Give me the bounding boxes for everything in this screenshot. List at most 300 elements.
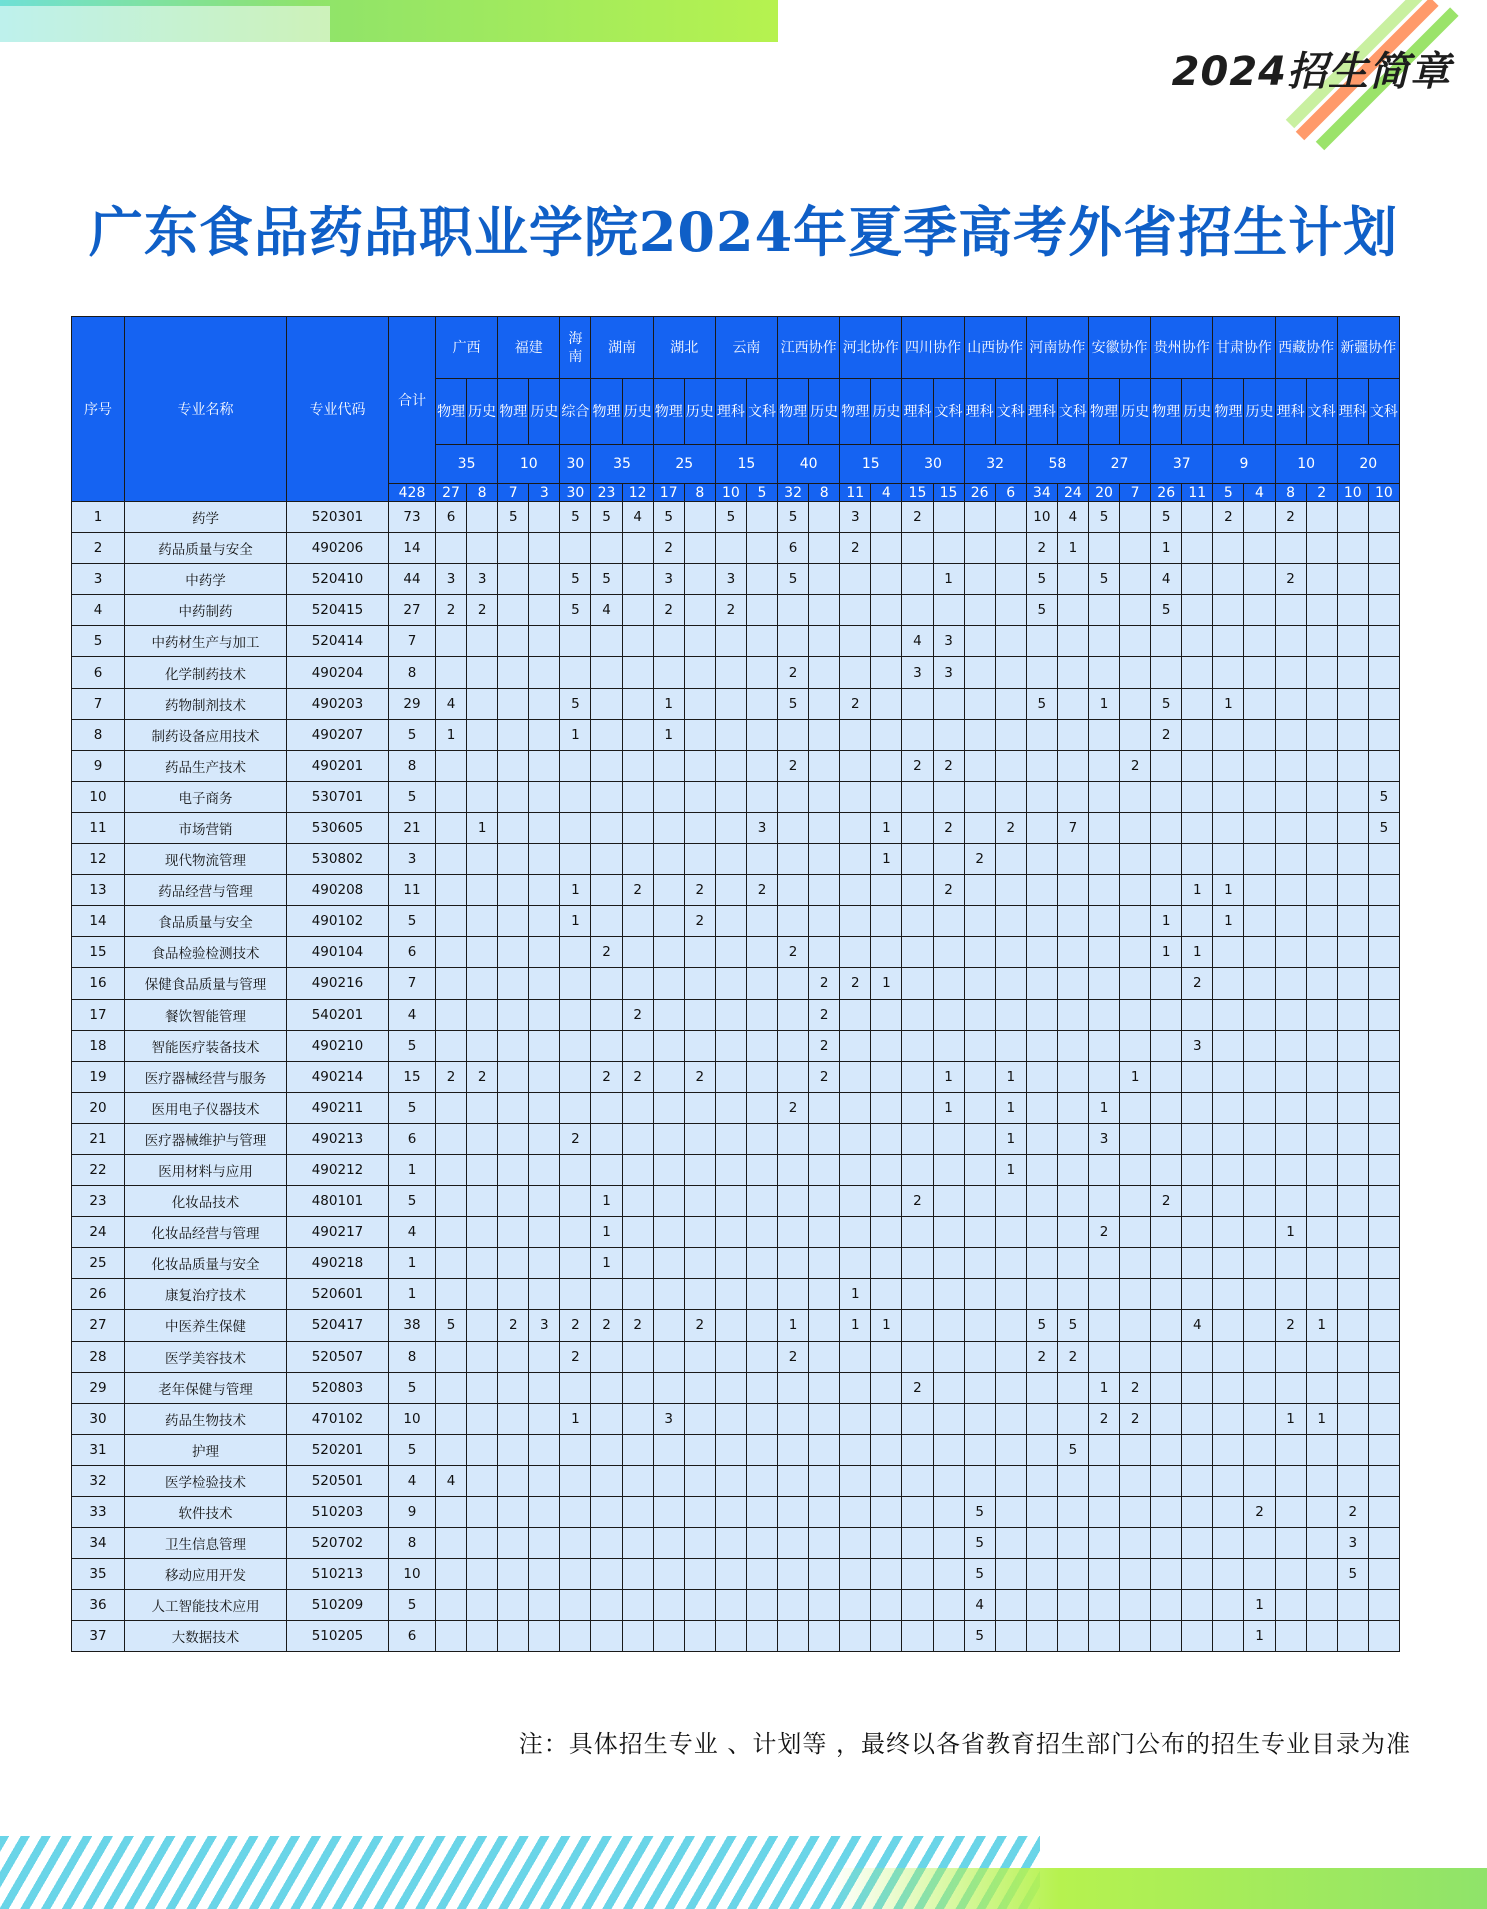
row-total: 8 [389, 657, 436, 688]
row-quota-cell: 1 [1057, 533, 1088, 564]
row-quota-cell: 2 [933, 750, 964, 781]
row-quota-cell [1057, 968, 1088, 999]
row-quota-cell [622, 1528, 653, 1559]
row-quota-cell [467, 937, 498, 968]
row-total: 73 [389, 502, 436, 533]
row-major-name: 移动应用开发 [125, 1559, 287, 1590]
row-quota-cell [1337, 999, 1368, 1030]
row-major-name: 护理 [125, 1434, 287, 1465]
row-quota-cell [1368, 1310, 1399, 1341]
row-total: 10 [389, 1403, 436, 1434]
row-quota-cell [560, 657, 591, 688]
row-quota-cell [529, 1559, 560, 1590]
table-row [72, 1559, 1400, 1590]
row-major-code: 510209 [287, 1590, 389, 1621]
row-quota-cell: 2 [809, 1061, 840, 1092]
row-quota-cell [1120, 1217, 1151, 1248]
row-quota-cell [1026, 1030, 1057, 1061]
row-quota-cell [840, 781, 871, 812]
row-quota-cell [964, 781, 995, 812]
row-quota-cell [1337, 1123, 1368, 1154]
row-quota-cell [1337, 533, 1368, 564]
row-quota-cell: 1 [560, 1403, 591, 1434]
row-quota-cell [809, 1590, 840, 1621]
row-quota-cell [1088, 1154, 1119, 1185]
row-quota-cell [436, 812, 467, 843]
row-quota-cell [1306, 502, 1337, 533]
table-row [72, 1186, 1400, 1217]
row-quota-cell [1368, 906, 1399, 937]
row-quota-cell [1026, 1497, 1057, 1528]
row-quota-cell [1120, 1092, 1151, 1123]
row-quota-cell [529, 719, 560, 750]
row-quota-cell [1088, 1310, 1119, 1341]
row-quota-cell: 2 [902, 750, 933, 781]
header-subject: 历史 [1120, 379, 1151, 445]
header-subject-sum: 10 [1337, 484, 1368, 502]
row-quota-cell [964, 1030, 995, 1061]
row-quota-cell: 2 [778, 937, 809, 968]
row-quota-cell [840, 1030, 871, 1061]
row-total: 38 [389, 1310, 436, 1341]
row-quota-cell [1026, 750, 1057, 781]
row-quota-cell [1275, 719, 1306, 750]
row-quota-cell [1182, 1497, 1213, 1528]
row-quota-cell [467, 1341, 498, 1372]
row-quota-cell: 2 [684, 1061, 715, 1092]
row-quota-cell [1120, 812, 1151, 843]
row-quota-cell [1306, 564, 1337, 595]
row-quota-cell [995, 1559, 1026, 1590]
row-quota-cell [995, 1186, 1026, 1217]
row-quota-cell [1151, 1590, 1182, 1621]
header-subject-sum: 11 [840, 484, 871, 502]
row-quota-cell [560, 1186, 591, 1217]
row-quota-cell [809, 750, 840, 781]
row-quota-cell [964, 750, 995, 781]
row-quota-cell [778, 1061, 809, 1092]
header-subject: 理科 [715, 379, 746, 445]
row-quota-cell [684, 937, 715, 968]
row-total: 6 [389, 1621, 436, 1652]
row-quota-cell [1026, 1154, 1057, 1185]
row-quota-cell [746, 1465, 777, 1496]
row-quota-cell [1026, 937, 1057, 968]
row-quota-cell [1151, 1123, 1182, 1154]
row-quota-cell [684, 1403, 715, 1434]
row-quota-cell [746, 844, 777, 875]
row-quota-cell: 1 [467, 812, 498, 843]
row-quota-cell [1306, 1186, 1337, 1217]
row-quota-cell [1120, 1341, 1151, 1372]
row-quota-cell [871, 1497, 902, 1528]
header-province-total: 15 [840, 445, 902, 484]
row-quota-cell [529, 750, 560, 781]
row-quota-cell [871, 906, 902, 937]
table-row [72, 688, 1400, 719]
table-row [72, 1061, 1400, 1092]
row-quota-cell [622, 937, 653, 968]
row-quota-cell [1182, 1528, 1213, 1559]
row-quota-cell [622, 750, 653, 781]
row-major-code: 520601 [287, 1279, 389, 1310]
row-quota-cell [1057, 1092, 1088, 1123]
row-quota-cell [529, 502, 560, 533]
row-quota-cell [964, 1434, 995, 1465]
row-quota-cell [591, 906, 622, 937]
row-quota-cell [467, 1497, 498, 1528]
row-quota-cell [778, 1217, 809, 1248]
row-quota-cell [1088, 533, 1119, 564]
row-quota-cell [1151, 844, 1182, 875]
row-quota-cell [902, 1092, 933, 1123]
row-major-name: 药品生物技术 [125, 1403, 287, 1434]
row-quota-cell [1120, 502, 1151, 533]
row-total: 7 [389, 968, 436, 999]
row-total: 4 [389, 1465, 436, 1496]
row-quota-cell [964, 1279, 995, 1310]
row-major-name: 市场营销 [125, 812, 287, 843]
row-quota-cell [715, 1310, 746, 1341]
row-quota-cell [1213, 1621, 1244, 1652]
row-quota-cell [1275, 781, 1306, 812]
row-major-name: 制药设备应用技术 [125, 719, 287, 750]
row-total: 1 [389, 1248, 436, 1279]
row-quota-cell [1026, 875, 1057, 906]
row-quota-cell [560, 1372, 591, 1403]
row-quota-cell [1120, 719, 1151, 750]
row-quota-cell [1026, 1434, 1057, 1465]
row-quota-cell: 5 [1151, 595, 1182, 626]
row-quota-cell [1306, 1217, 1337, 1248]
row-quota-cell: 5 [1368, 781, 1399, 812]
row-quota-cell [1275, 1279, 1306, 1310]
row-quota-cell [995, 844, 1026, 875]
row-quota-cell [809, 1465, 840, 1496]
row-quota-cell: 5 [1088, 502, 1119, 533]
row-quota-cell [715, 750, 746, 781]
row-quota-cell [1244, 1528, 1275, 1559]
row-quota-cell [778, 906, 809, 937]
row-quota-cell [436, 1279, 467, 1310]
row-quota-cell [995, 1217, 1026, 1248]
row-quota-cell [1337, 906, 1368, 937]
row-quota-cell [1337, 719, 1368, 750]
row-quota-cell: 1 [560, 875, 591, 906]
row-quota-cell [467, 750, 498, 781]
row-quota-cell [1368, 688, 1399, 719]
row-quota-cell [1182, 1372, 1213, 1403]
row-quota-cell [871, 1186, 902, 1217]
row-quota-cell [653, 1372, 684, 1403]
row-quota-cell [467, 688, 498, 719]
row-quota-cell [840, 626, 871, 657]
row-quota-cell [1088, 595, 1119, 626]
row-quota-cell [778, 1248, 809, 1279]
row-quota-cell [653, 1061, 684, 1092]
row-quota-cell [840, 1217, 871, 1248]
row-quota-cell [684, 1154, 715, 1185]
row-quota-cell [840, 875, 871, 906]
row-quota-cell: 2 [1120, 1403, 1151, 1434]
row-quota-cell [809, 688, 840, 719]
row-quota-cell [653, 1559, 684, 1590]
row-quota-cell [1213, 1465, 1244, 1496]
row-quota-cell [964, 968, 995, 999]
row-quota-cell [1057, 1497, 1088, 1528]
row-quota-cell [560, 1559, 591, 1590]
row-quota-cell [964, 1186, 995, 1217]
row-quota-cell [1244, 812, 1275, 843]
row-quota-cell: 1 [1213, 688, 1244, 719]
row-quota-cell [684, 1434, 715, 1465]
row-quota-cell [1182, 657, 1213, 688]
row-quota-cell: 2 [1026, 533, 1057, 564]
row-quota-cell: 1 [1213, 906, 1244, 937]
row-quota-cell [1275, 1030, 1306, 1061]
row-quota-cell [1057, 1061, 1088, 1092]
row-quota-cell [1088, 1621, 1119, 1652]
row-quota-cell: 1 [995, 1092, 1026, 1123]
row-quota-cell [467, 626, 498, 657]
row-quota-cell [995, 719, 1026, 750]
row-quota-cell [995, 502, 1026, 533]
row-quota-cell [933, 1559, 964, 1590]
row-quota-cell: 2 [560, 1310, 591, 1341]
row-quota-cell: 1 [436, 719, 467, 750]
row-quota-cell [778, 1590, 809, 1621]
row-quota-cell [684, 1497, 715, 1528]
table-row [72, 1528, 1400, 1559]
row-quota-cell [933, 968, 964, 999]
row-quota-cell [964, 999, 995, 1030]
row-quota-cell: 2 [653, 533, 684, 564]
row-quota-cell [591, 1497, 622, 1528]
row-quota-cell [1213, 1497, 1244, 1528]
row-quota-cell [995, 968, 1026, 999]
header-province: 河北协作 [840, 317, 902, 379]
header-subject: 理科 [1026, 379, 1057, 445]
page-title: 广东食品药品职业学院2024年夏季高考外省招生计划 [88, 200, 1399, 264]
header-subject-sum: 8 [1275, 484, 1306, 502]
row-quota-cell [467, 1248, 498, 1279]
header-subject: 历史 [1182, 379, 1213, 445]
row-quota-cell: 1 [560, 719, 591, 750]
row-quota-cell [995, 999, 1026, 1030]
row-quota-cell [1120, 844, 1151, 875]
row-quota-cell [871, 1403, 902, 1434]
row-quota-cell [1120, 657, 1151, 688]
row-quota-cell: 2 [622, 875, 653, 906]
header-subject: 历史 [529, 379, 560, 445]
row-quota-cell: 2 [778, 1341, 809, 1372]
row-quota-cell: 2 [809, 999, 840, 1030]
row-quota-cell [778, 1434, 809, 1465]
row-quota-cell [684, 626, 715, 657]
row-quota-cell [591, 1030, 622, 1061]
row-quota-cell: 3 [933, 626, 964, 657]
table-row [72, 968, 1400, 999]
row-quota-cell [840, 1559, 871, 1590]
row-quota-cell [1213, 1092, 1244, 1123]
row-quota-cell [622, 1465, 653, 1496]
row-quota-cell [467, 1528, 498, 1559]
row-seq: 11 [72, 812, 125, 843]
table-row [72, 1590, 1400, 1621]
table-row [72, 595, 1400, 626]
header-subject: 文科 [1057, 379, 1088, 445]
row-seq: 31 [72, 1434, 125, 1465]
row-quota-cell [933, 1341, 964, 1372]
row-quota-cell [622, 719, 653, 750]
row-seq: 29 [72, 1372, 125, 1403]
row-quota-cell [1120, 1528, 1151, 1559]
row-major-name: 医学美容技术 [125, 1341, 287, 1372]
row-quota-cell: 3 [467, 564, 498, 595]
table-row [72, 626, 1400, 657]
table-row [72, 1341, 1400, 1372]
row-quota-cell [746, 1186, 777, 1217]
row-quota-cell [1368, 719, 1399, 750]
row-quota-cell [1244, 657, 1275, 688]
row-quota-cell: 4 [902, 626, 933, 657]
row-quota-cell: 2 [1120, 1372, 1151, 1403]
row-seq: 21 [72, 1123, 125, 1154]
row-quota-cell [1244, 875, 1275, 906]
header-subject-sum: 20 [1088, 484, 1119, 502]
row-quota-cell [1151, 812, 1182, 843]
row-quota-cell: 2 [778, 657, 809, 688]
row-quota-cell [1275, 688, 1306, 719]
row-quota-cell [871, 1092, 902, 1123]
row-quota-cell [840, 1403, 871, 1434]
row-quota-cell [498, 1279, 529, 1310]
row-total: 5 [389, 781, 436, 812]
row-total: 5 [389, 1590, 436, 1621]
row-total: 6 [389, 1123, 436, 1154]
row-quota-cell [436, 1372, 467, 1403]
row-quota-cell [871, 1154, 902, 1185]
row-quota-cell [1337, 626, 1368, 657]
row-quota-cell [1057, 1372, 1088, 1403]
row-quota-cell [1275, 595, 1306, 626]
row-quota-cell [1026, 968, 1057, 999]
header-subject: 理科 [964, 379, 995, 445]
row-quota-cell [1306, 906, 1337, 937]
row-quota-cell: 3 [746, 812, 777, 843]
row-quota-cell [529, 1341, 560, 1372]
row-quota-cell: 2 [840, 688, 871, 719]
row-total: 5 [389, 1030, 436, 1061]
row-quota-cell [622, 1123, 653, 1154]
row-total: 5 [389, 1434, 436, 1465]
row-quota-cell: 2 [1151, 719, 1182, 750]
row-quota-cell [591, 1403, 622, 1434]
row-quota-cell [622, 968, 653, 999]
row-quota-cell [467, 1123, 498, 1154]
row-quota-cell: 2 [560, 1123, 591, 1154]
row-quota-cell [715, 844, 746, 875]
row-quota-cell [1088, 1465, 1119, 1496]
row-quota-cell [1182, 1341, 1213, 1372]
row-quota-cell [653, 844, 684, 875]
row-quota-cell: 5 [560, 688, 591, 719]
row-quota-cell: 2 [622, 1310, 653, 1341]
table-row [72, 1092, 1400, 1123]
row-major-code: 490203 [287, 688, 389, 719]
row-quota-cell [1213, 937, 1244, 968]
header-subject: 物理 [591, 379, 622, 445]
row-quota-cell [1337, 1341, 1368, 1372]
row-quota-cell [902, 1279, 933, 1310]
row-quota-cell [1275, 657, 1306, 688]
row-quota-cell [498, 1217, 529, 1248]
row-quota-cell [591, 875, 622, 906]
row-quota-cell [1088, 1497, 1119, 1528]
row-quota-cell [684, 564, 715, 595]
row-quota-cell [964, 937, 995, 968]
row-quota-cell: 5 [778, 688, 809, 719]
row-quota-cell [1337, 1217, 1368, 1248]
row-quota-cell [871, 1590, 902, 1621]
row-quota-cell: 1 [871, 968, 902, 999]
row-quota-cell [1337, 812, 1368, 843]
row-quota-cell [902, 999, 933, 1030]
row-quota-cell [1306, 595, 1337, 626]
row-quota-cell: 1 [840, 1279, 871, 1310]
row-quota-cell [1306, 844, 1337, 875]
row-quota-cell [498, 781, 529, 812]
row-quota-cell [1213, 999, 1244, 1030]
row-quota-cell [1088, 999, 1119, 1030]
row-quota-cell [1337, 1154, 1368, 1185]
row-major-name: 中药学 [125, 564, 287, 595]
row-quota-cell [871, 626, 902, 657]
row-major-code: 520417 [287, 1310, 389, 1341]
header-subject-sum: 26 [964, 484, 995, 502]
row-quota-cell [746, 719, 777, 750]
header-province-total: 30 [902, 445, 964, 484]
header-province-total: 58 [1026, 445, 1088, 484]
header-province-total: 10 [1275, 445, 1337, 484]
row-quota-cell [653, 875, 684, 906]
row-quota-cell: 5 [1151, 688, 1182, 719]
row-quota-cell [653, 750, 684, 781]
row-quota-cell: 3 [1337, 1528, 1368, 1559]
header-subject-sum: 7 [498, 484, 529, 502]
header-subject: 综合 [560, 379, 591, 445]
header-total: 合计 [389, 317, 436, 484]
row-quota-cell [778, 999, 809, 1030]
row-quota-cell [1306, 781, 1337, 812]
row-quota-cell [778, 719, 809, 750]
row-quota-cell [995, 564, 1026, 595]
row-quota-cell [964, 1154, 995, 1185]
row-quota-cell [436, 657, 467, 688]
row-quota-cell [1057, 1030, 1088, 1061]
row-quota-cell [684, 1092, 715, 1123]
header-subject-sum: 10 [1368, 484, 1399, 502]
row-quota-cell [778, 844, 809, 875]
row-quota-cell [809, 564, 840, 595]
row-seq: 5 [72, 626, 125, 657]
row-quota-cell [1213, 1030, 1244, 1061]
row-quota-cell [840, 999, 871, 1030]
row-quota-cell [498, 657, 529, 688]
row-quota-cell [1120, 1248, 1151, 1279]
row-quota-cell [778, 1621, 809, 1652]
row-quota-cell [684, 781, 715, 812]
